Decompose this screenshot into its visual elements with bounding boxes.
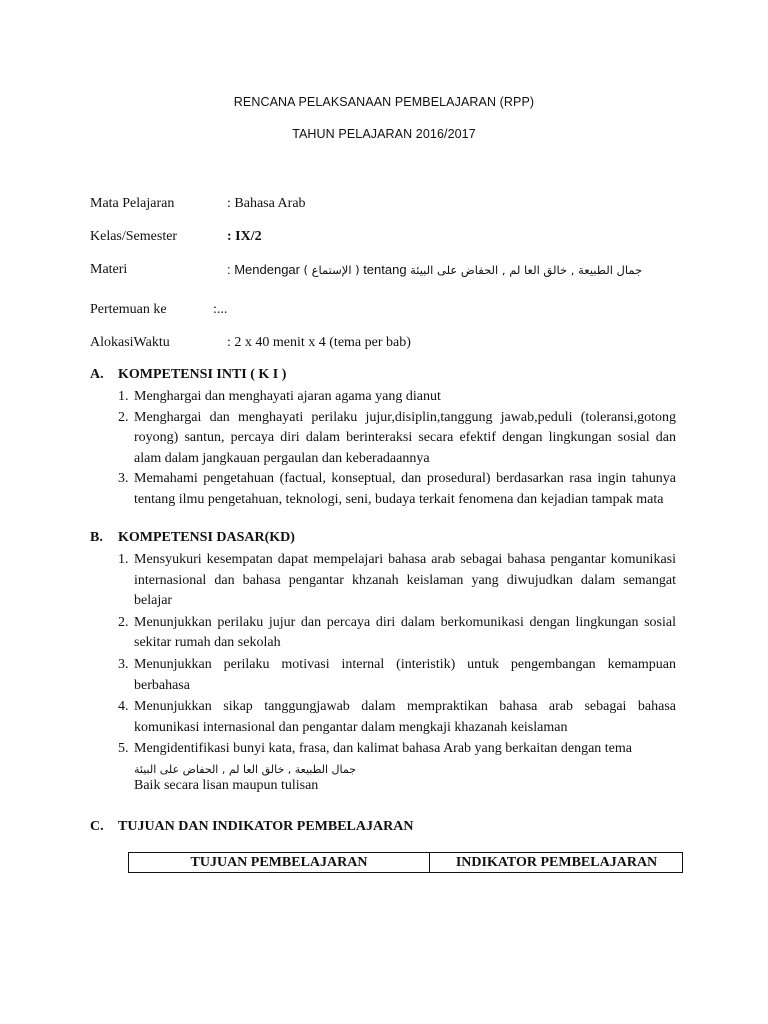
section-a-letter: A. (90, 367, 104, 382)
document-title: RENCANA PELAKSANAAN PEMBELAJARAN (RPP) (233, 95, 535, 109)
class-value: : IX/2 (227, 229, 262, 244)
list-item: 5. Mengidentifikasi bunyi kata, frasa, dan kalimat bahasa Arab yang berkaitan dengan tema جمال الطبيعة , خالق العا لم , الحفاض على البيئة (118, 739, 676, 780)
time-label: AlokasiWaktu (90, 335, 170, 350)
meeting-label: Pertemuan ke (90, 302, 167, 317)
core-competence-list (118, 387, 676, 511)
section-b-letter: B. (90, 530, 103, 545)
material-label: Materi (90, 262, 128, 277)
material-arabic-skill: ( الإستماع ) (303, 263, 360, 277)
basic-competence-list (118, 550, 676, 781)
section-c-title: TUJUAN DAN INDIKATOR PEMBELAJARAN (118, 819, 414, 834)
section-b-heading (90, 530, 295, 546)
table-header-indicators: INDIKATOR PEMBELAJARAN (455, 854, 658, 870)
material-connector: tentang (363, 262, 407, 277)
table-header-objectives: TUJUAN PEMBELAJARAN (129, 853, 430, 872)
subject-value: : Bahasa Arab (227, 196, 306, 211)
class-label: Kelas/Semester (90, 229, 178, 244)
list-item: 4. Menunjukkan sikap tanggungjawab dalam mempraktikan bahasa arab sebagai bahasa komunikasi internasional dan pengantar dalam mengkaji khazanah keislaman (118, 699, 676, 735)
meeting-value: :... (213, 302, 228, 317)
subject-label: Mata Pelajaran (90, 196, 175, 211)
section-b-title: KOMPETENSI DASAR(KD) (118, 530, 295, 545)
list-item: 1. Menghargai dan menghayati ajaran agama yang dianut (118, 389, 441, 404)
objectives-table (128, 852, 683, 873)
section-a-heading (90, 367, 286, 383)
list-item: 3. Memahami pengetahuan (factual, konseptual, dan prosedural) berdasarkan rasa ingin tahunya tentang ilmu pengetahuan, teknologi, seni, budaya terkait fenomena dan kejadian tampak mata (118, 471, 676, 507)
list-item: 2. Menunjukkan perilaku jujur dan percaya diri dalam berkomunikasi dengan lingkungan sosial sekitar rumah dan sekolah (118, 614, 676, 651)
section-b-tail: Baik secara lisan maupun tulisan (134, 778, 319, 793)
material-value (227, 262, 642, 279)
list-item: 3. Menunjukkan perilaku motivasi internal (interistik) untuk pengembangan kemampuan berbahasa (118, 656, 676, 693)
section-a-title: KOMPETENSI INTI ( K I ) (118, 367, 287, 382)
time-value: : 2 x 40 menit x 4 (tema per bab) (227, 335, 411, 350)
theme-arabic-text: جمال الطبيعة , خالق العا لم , الحفاض على البيئة (134, 762, 357, 776)
academic-year: TAHUN PELAJARAN 2016/2017 (292, 127, 476, 141)
section-c-heading (90, 819, 413, 835)
list-item: 2. Menghargai dan menghayati perilaku jujur,disiplin,tanggung jawab,peduli (toleransi,gotong royong) santun, percaya diri dalam berinteraksi secara efektif dengan lingkungan sosial dan alam dalam jangkauan pergaulan dan keberadaannya (118, 409, 676, 466)
section-c-letter: C. (90, 819, 104, 834)
material-topics: جمال الطبيعة , خالق العا لم , الحفاض على البيئة (410, 263, 643, 277)
list-item: 1. Mensyukuri kesempatan dapat mempelajari bahasa arab sebagai bahasa pengantar komunikasi internasional dan bahasa pengantar khzanah keislaman yang diwujudkan dalam semangat belajar (118, 552, 676, 609)
material-prefix: : Mendengar (227, 262, 300, 277)
